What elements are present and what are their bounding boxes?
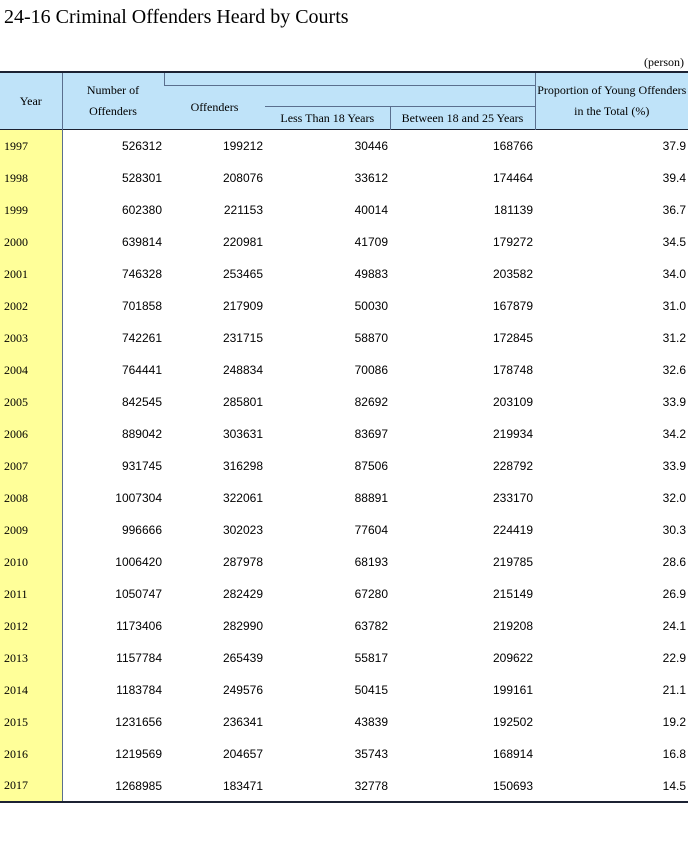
table-row	[0, 674, 688, 706]
table-row	[0, 738, 688, 770]
header-year: Year	[0, 72, 62, 130]
cell-between-18-25: 219208	[492, 619, 534, 633]
cell-proportion: 26.9	[662, 587, 687, 601]
cell-proportion: 39.4	[662, 171, 687, 185]
cell-between-18-25: 203109	[492, 395, 534, 409]
cell-proportion: 31.2	[662, 331, 687, 345]
cell-proportion: 21.1	[662, 683, 687, 697]
cell-less-than-18: 83697	[354, 427, 388, 441]
cell-year: 2016	[0, 738, 62, 770]
cell-year: 2008	[0, 482, 62, 514]
cell-between-18-25: 233170	[492, 491, 534, 505]
cell-year: 1999	[0, 194, 62, 226]
table-row	[0, 418, 688, 450]
cell-offenders: 231715	[222, 331, 263, 345]
cell-less-than-18: 50415	[354, 683, 388, 697]
header-proportion: Proportion of Young Offenders in the Total (%)	[535, 72, 688, 130]
cell-less-than-18: 70086	[354, 363, 388, 377]
table-row	[0, 578, 688, 610]
cell-year: 2006	[0, 418, 62, 450]
cell-number-of-offenders: 764441	[121, 363, 162, 377]
table-row	[0, 386, 688, 418]
cell-year: 2003	[0, 322, 62, 354]
cell-between-18-25: 209622	[492, 651, 534, 665]
cell-proportion: 31.0	[662, 299, 687, 313]
cell-offenders: 249576	[222, 683, 263, 697]
cell-proportion: 14.5	[535, 770, 688, 802]
cell-number-of-offenders: 1006420	[115, 555, 162, 569]
table-row	[0, 642, 688, 674]
cell-less-than-18: 87506	[354, 459, 388, 473]
cell-less-than-18: 82692	[354, 395, 388, 409]
cell-number-of-offenders: 1183784	[116, 683, 162, 697]
cell-proportion: 24.1	[662, 619, 687, 633]
cell-proportion: 30.3	[662, 523, 687, 537]
cell-proportion: 37.9	[535, 130, 688, 163]
cell-year: 2001	[0, 258, 62, 290]
cell-offenders: 204657	[222, 747, 263, 761]
cell-offenders: 248834	[222, 363, 263, 377]
cell-year: 2009	[0, 514, 62, 546]
header-group-band	[164, 72, 535, 86]
cell-proportion: 16.8	[662, 747, 687, 761]
table-row	[0, 290, 688, 322]
cell-less-than-18: 88891	[354, 491, 388, 505]
cell-less-than-18: 77604	[354, 523, 388, 537]
cell-year: 2005	[0, 386, 62, 418]
cell-proportion: 34.5	[662, 235, 687, 249]
table-row	[0, 610, 688, 642]
cell-between-18-25: 228792	[492, 459, 534, 473]
cell-year: 2013	[0, 642, 62, 674]
table-row	[0, 770, 688, 802]
cell-offenders: 285801	[222, 395, 263, 409]
table-row	[0, 162, 688, 194]
cell-less-than-18: 55817	[354, 651, 388, 665]
table-row	[0, 258, 688, 290]
cell-number-of-offenders: 931745	[121, 459, 162, 473]
cell-less-than-18: 41709	[354, 235, 388, 249]
page-title: 24-16 Criminal Offenders Heard by Courts	[4, 6, 349, 28]
cell-year: 1998	[0, 162, 62, 194]
unit-label: (person)	[644, 55, 684, 69]
cell-offenders: 316298	[222, 459, 263, 473]
cell-proportion: 33.9	[662, 459, 687, 473]
cell-less-than-18: 30446	[265, 130, 390, 163]
cell-proportion: 34.0	[662, 267, 687, 281]
cell-offenders: 217909	[222, 299, 263, 313]
header-less-than-18: Less Than 18 Years	[265, 107, 390, 130]
cell-between-18-25: 203582	[492, 267, 534, 281]
cell-number-of-offenders: 996666	[121, 523, 162, 537]
cell-between-18-25: 174464	[492, 171, 534, 185]
cell-less-than-18: 58870	[354, 331, 388, 345]
cell-less-than-18: 68193	[354, 555, 388, 569]
cell-between-18-25: 168914	[492, 747, 534, 761]
cell-less-than-18: 43839	[354, 715, 388, 729]
cell-number-of-offenders: 526312	[62, 130, 164, 163]
cell-proportion: 28.6	[662, 555, 687, 569]
table-row	[0, 194, 688, 226]
cell-offenders: 322061	[222, 491, 263, 505]
cell-proportion: 19.2	[662, 715, 687, 729]
cell-year: 2002	[0, 290, 62, 322]
cell-year: 2011	[0, 578, 62, 610]
cell-number-of-offenders: 1050747	[115, 587, 162, 601]
header-number-of-offenders: Number of Offenders	[62, 72, 164, 130]
cell-between-18-25: 168766	[390, 130, 535, 163]
cell-number-of-offenders: 842545	[121, 395, 162, 409]
table-row	[0, 514, 688, 546]
cell-number-of-offenders: 528301	[121, 171, 162, 185]
cell-between-18-25: 167879	[492, 299, 534, 313]
cell-offenders: 208076	[222, 171, 263, 185]
cell-less-than-18: 49883	[354, 267, 388, 281]
cell-between-18-25: 179272	[492, 235, 534, 249]
table-row	[0, 322, 688, 354]
cell-proportion: 36.7	[662, 203, 687, 217]
cell-year: 2000	[0, 226, 62, 258]
cell-year: 2010	[0, 546, 62, 578]
cell-number-of-offenders: 746328	[121, 267, 162, 281]
cell-year: 2004	[0, 354, 62, 386]
table-row	[0, 130, 688, 163]
cell-number-of-offenders: 1219569	[115, 747, 162, 761]
cell-year: 2007	[0, 450, 62, 482]
cell-between-18-25: 199161	[492, 683, 534, 697]
cell-between-18-25: 219785	[492, 555, 534, 569]
cell-offenders: 183471	[164, 770, 265, 802]
table-body	[0, 130, 688, 803]
cell-number-of-offenders: 1157784	[116, 651, 162, 665]
table-row	[0, 482, 688, 514]
cell-number-of-offenders: 639814	[121, 235, 162, 249]
cell-less-than-18: 33612	[354, 171, 388, 185]
cell-offenders: 199212	[164, 130, 265, 163]
cell-offenders: 287978	[222, 555, 263, 569]
cell-between-18-25: 215149	[492, 587, 534, 601]
cell-offenders: 282990	[222, 619, 263, 633]
cell-year: 2015	[0, 706, 62, 738]
cell-offenders: 221153	[223, 203, 263, 217]
table-row	[0, 450, 688, 482]
cell-proportion: 32.0	[662, 491, 687, 505]
cell-proportion: 33.9	[662, 395, 687, 409]
table-row	[0, 706, 688, 738]
cell-between-18-25: 224419	[492, 523, 534, 537]
cell-between-18-25: 219934	[492, 427, 534, 441]
cell-proportion: 34.2	[662, 427, 687, 441]
cell-less-than-18: 63782	[354, 619, 388, 633]
cell-offenders: 220981	[222, 235, 263, 249]
cell-number-of-offenders: 701858	[121, 299, 162, 313]
cell-year: 1997	[0, 130, 62, 163]
table-row	[0, 546, 688, 578]
cell-number-of-offenders: 602380	[121, 203, 162, 217]
cell-between-18-25: 192502	[492, 715, 534, 729]
cell-number-of-offenders: 1268985	[62, 770, 164, 802]
cell-year: 2017	[0, 770, 62, 802]
cell-number-of-offenders: 1173406	[116, 619, 162, 633]
table-row	[0, 354, 688, 386]
cell-less-than-18: 32778	[265, 770, 390, 802]
cell-number-of-offenders: 889042	[121, 427, 162, 441]
cell-offenders: 302023	[222, 523, 263, 537]
header-offenders: Offenders	[164, 86, 265, 130]
cell-proportion: 32.6	[662, 363, 687, 377]
cell-offenders: 265439	[222, 651, 263, 665]
cell-number-of-offenders: 742261	[121, 331, 162, 345]
cell-offenders: 282429	[222, 587, 263, 601]
cell-year: 2012	[0, 610, 62, 642]
header-age-spacer	[265, 86, 535, 107]
cell-between-18-25: 178748	[492, 363, 534, 377]
cell-year: 2014	[0, 674, 62, 706]
cell-offenders: 303631	[222, 427, 263, 441]
cell-less-than-18: 67280	[354, 587, 388, 601]
cell-between-18-25: 172845	[492, 331, 534, 345]
header-between-18-25: Between 18 and 25 Years	[390, 107, 535, 130]
cell-number-of-offenders: 1007304	[115, 491, 162, 505]
cell-less-than-18: 40014	[354, 203, 388, 217]
offenders-table	[0, 71, 688, 803]
cell-between-18-25: 150693	[390, 770, 535, 802]
cell-less-than-18: 50030	[354, 299, 388, 313]
table-row	[0, 226, 688, 258]
cell-proportion: 22.9	[662, 651, 687, 665]
cell-offenders: 236341	[222, 715, 263, 729]
cell-between-18-25: 181139	[493, 203, 534, 217]
cell-less-than-18: 35743	[354, 747, 388, 761]
cell-number-of-offenders: 1231656	[115, 715, 162, 729]
cell-offenders: 253465	[222, 267, 263, 281]
